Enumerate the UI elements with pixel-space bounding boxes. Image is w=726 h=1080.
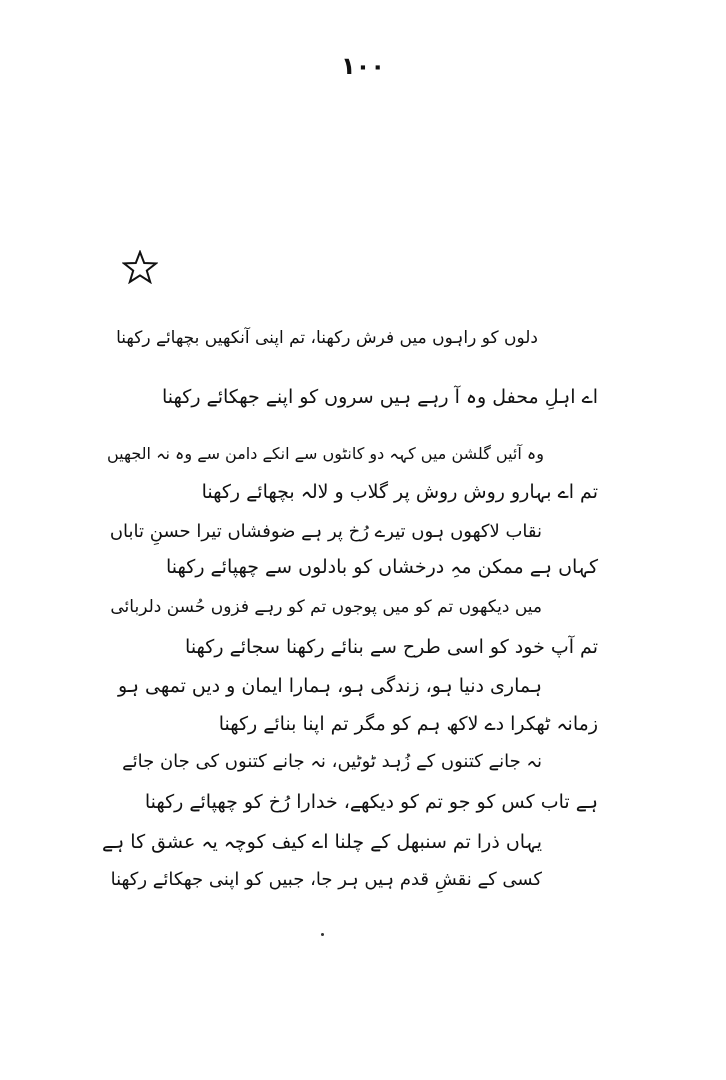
verse-line-12: ہے تاب کس کو جو تم کو دیکھے، خدارا رُخ کو چھپائے رکھنا [144, 791, 598, 813]
verse-line-10: زمانہ ٹھکرا دے لاکھ ہم کو مگر تم اپنا بنائے رکھنا [218, 713, 598, 735]
poem [0, 318, 726, 918]
verse-line-7: میں دیکھوں تم کو میں پوجوں تم کو رہے فزوں حُسن دلربائی [110, 597, 542, 617]
page-number: ۱۰۰ [341, 52, 385, 80]
verse-line-5: نقاب لاکھوں ہوں تیرے رُخ پر ہے ضوفشاں تیرا حسنِ تاباں [109, 521, 542, 542]
star-outline-icon [122, 250, 158, 284]
verse-line-1: دلوں کو راہوں میں فرش رکھنا، تم اپنی آنکھیں بچھائے رکھنا [116, 328, 538, 348]
ink-speck [321, 933, 324, 936]
verse-line-8: تم آپ خود کو اسی طرح سے بنائے رکھنا سجائے رکھنا [185, 636, 598, 658]
verse-line-6: کہاں ہے ممکن مہِ درخشاں کو بادلوں سے چھپائے رکھنا [166, 556, 598, 578]
verse-line-3: وہ آئیں گلشن میں کہہ دو کانٹوں سے انکے دامن سے وہ نہ الجھیں [106, 444, 544, 463]
verse-line-13: یہاں ذرا تم سنبھل کے چلنا اے کیف کوچہ یہ عشق کا ہے [101, 831, 542, 853]
verse-line-11: نہ جانے کتنوں کے زُہد ٹوٹیں، نہ جانے کتنوں کی جان جائے [122, 751, 542, 772]
verse-line-9: ہماری دنیا ہو، زندگی ہو، ہمارا ایمان و دیں تمھی ہو [118, 675, 542, 697]
verse-line-14: کسی کے نقشِ قدم ہیں ہر جا، جبیں کو اپنی جھکائے رکھنا [110, 869, 542, 890]
verse-line-4: تم اے بہارو روش روش پر گلاب و لالہ بچھائے رکھنا [201, 481, 598, 503]
verse-line-2: اے اہلِ محفل وہ آ رہے ہیں سروں کو اپنے جھکائے رکھنا [162, 386, 598, 408]
